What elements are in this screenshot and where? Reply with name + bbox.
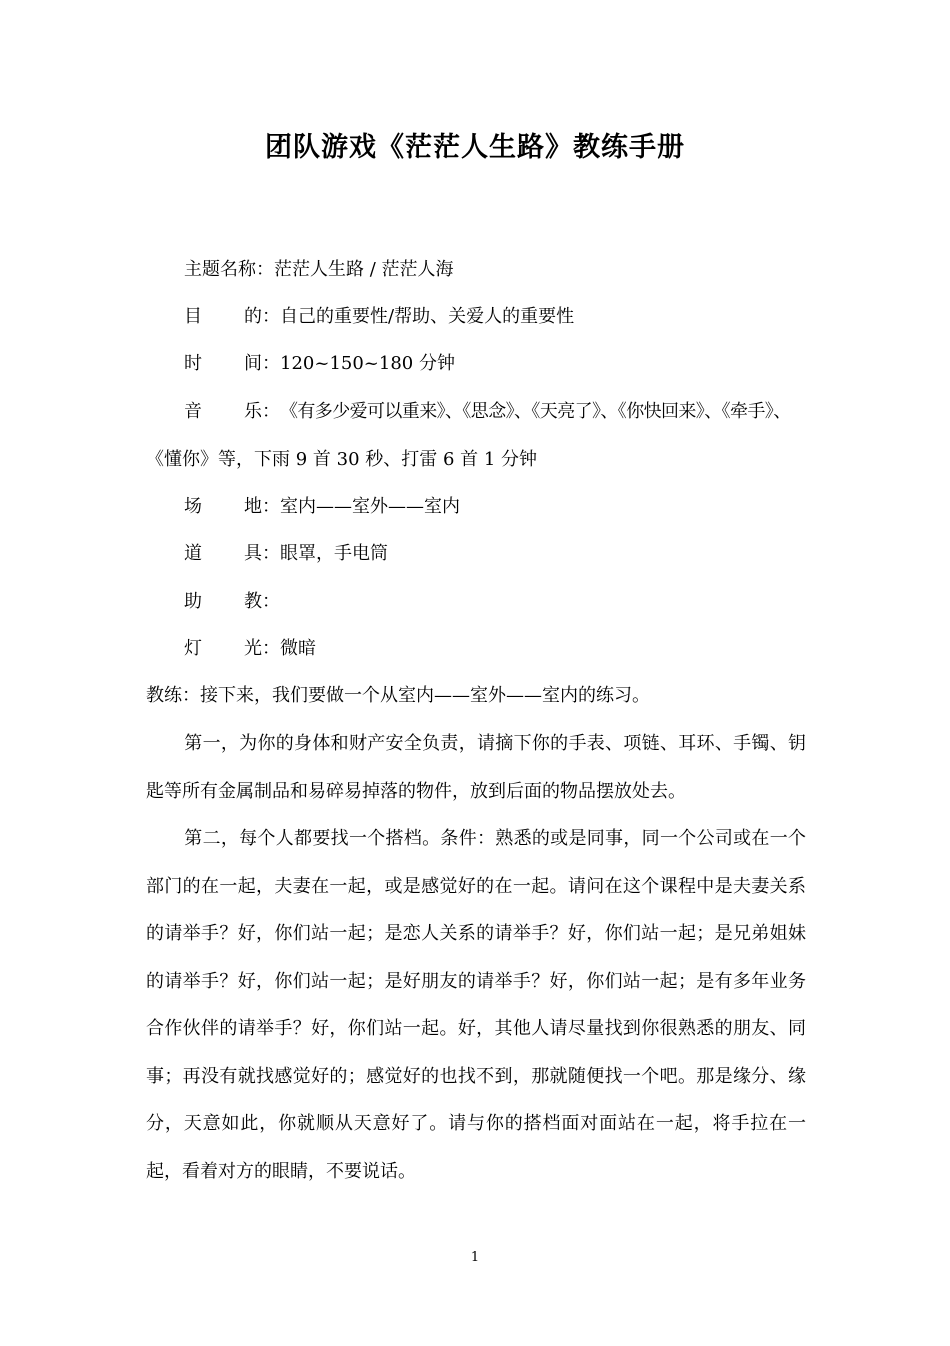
field-value: 《有多少爱可以重来》、《思念》、《天亮了》、《你快回来》、《牵手》、 (280, 401, 791, 422)
field-value: 自己的重要性/帮助、关爱人的重要性 (280, 306, 575, 327)
field-value: 120~150~180 分钟 (280, 353, 455, 374)
field-label: 时 间： (184, 353, 280, 374)
field-purpose (184, 305, 574, 329)
field-time (184, 352, 455, 376)
field-label: 灯 光： (184, 638, 280, 659)
field-value: 眼罩，手电筒 (280, 543, 388, 564)
field-music (184, 400, 791, 424)
field-label: 主题名称： (184, 259, 274, 280)
field-lighting (184, 637, 316, 661)
field-label: 目 的： (184, 306, 280, 327)
field-props (184, 542, 388, 566)
coach-intro: 教练：接下来，我们要做一个从室内——室外——室内的练习。 (146, 685, 650, 706)
field-value: 微暗 (280, 638, 316, 659)
field-label: 助 教： (184, 591, 280, 612)
field-assistant (184, 590, 280, 614)
paragraph-1: 第一，为你的身体和财产安全负责，请摘下你的手表、项链、耳环、手镯、钥匙等所有金属制品和易碎易掉落的物件，放到后面的物品摆放处去。 (146, 733, 806, 802)
field-theme (184, 258, 454, 282)
field-value: 茫茫人生路 / 茫茫人海 (274, 259, 454, 280)
field-music-continuation: 《懂你》等，下雨 9 首 30 秒、打雷 6 首 1 分钟 (146, 449, 538, 470)
field-label: 场 地： (184, 496, 280, 517)
paragraph-2: 第二，每个人都要找一个搭档。条件：熟悉的或是同事，同一个公司或在一个部门的在一起，夫妻在一起，或是感觉好的在一起。请问在这个课程中是夫妻关系的请举手？好，你们站一起；是恋人关系的请举手？好，你们站一起；是兄弟姐妹的请举手？好，你们站一起；是好朋友的请举手？好，你们站一起；是有多年业务合作伙伴的请举手？好，你们站一起。好，其他人请尽量找到你很熟悉的朋友、同事；再没有就找感觉好的；感觉好的也找不到，那就随便找一个吧。那是缘分、缘分，天意如此，你就顺从天意好了。请与你的搭档面对面站在一起，将手拉在一起，看着对方的眼睛，不要说话。 (146, 828, 806, 1182)
field-label: 音 乐： (184, 401, 280, 422)
field-label: 道 具： (184, 543, 280, 564)
field-venue (184, 495, 460, 519)
document-title: 团队游戏《茫茫人生路》教练手册 (265, 132, 685, 163)
field-value: 室内——室外——室内 (280, 496, 460, 517)
page-number: 1 (470, 1250, 480, 1265)
